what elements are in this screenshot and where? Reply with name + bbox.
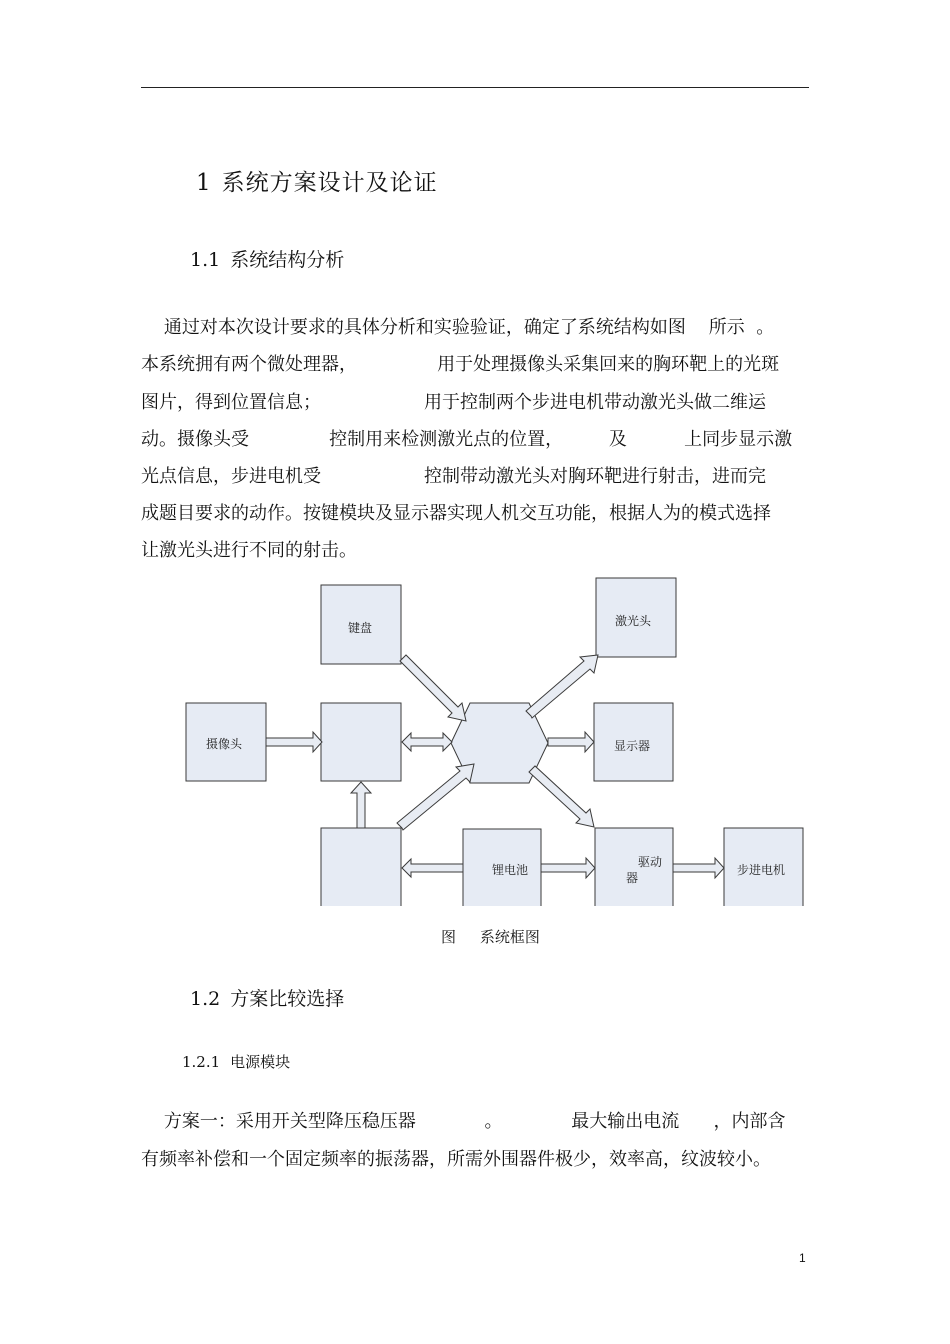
paragraph-line: 通过对本次设计要求的具体分析和实验验证，确定了系统结构如图 所示 。 — [141, 317, 775, 338]
arrow-keyboard-to-hub — [400, 655, 466, 721]
processor-2-block — [321, 828, 401, 912]
section-heading-1-2: 1.2 方案比较选择 — [190, 988, 345, 1010]
laser-head-label: 激光头 — [615, 614, 652, 628]
paragraph-line: 成题目要求的动作。按键模块及显示器实现人机交互功能，根据人为的模式选择 — [141, 503, 771, 524]
section-heading-1: 1 系统方案设计及论证 — [196, 170, 438, 196]
display-label: 显示器 — [614, 739, 651, 753]
processor-1-block — [321, 703, 401, 781]
arrow-battery-to-driver — [541, 858, 595, 878]
section-heading-1-2-1: 1.2.1 电源模块 — [182, 1053, 291, 1071]
paragraph-line: 让激光头进行不同的射击。 — [141, 540, 357, 561]
arrow-processor2-to-hub — [397, 764, 474, 830]
arrow-driver-to-stepper — [673, 858, 724, 878]
paragraph-line: 本系统拥有两个微处理器， 用于处理摄像头采集回来的胸环靶上的光斑 — [141, 354, 780, 375]
stepper-motor-label: 步进电机 — [737, 863, 786, 877]
arrow-processor2-to-processor1 — [351, 782, 371, 828]
section-heading-1-1: 1.1 系统结构分析 — [190, 249, 345, 271]
page-number: 1 — [799, 1251, 806, 1265]
driver-label-line1: 驱动 — [638, 855, 663, 869]
header-rule — [141, 87, 809, 88]
figure-caption: 图 系统框图 — [441, 928, 540, 946]
keyboard-label: 键盘 — [348, 621, 373, 635]
arrow-hub-to-laser-head — [526, 655, 598, 718]
arrow-hub-to-display — [548, 732, 594, 752]
arrow-hub-to-driver — [529, 766, 594, 827]
paragraph-line: 有频率补偿和一个固定频率的振荡器，所需外围器件极少，效率高，纹波较小。 — [141, 1149, 771, 1170]
driver-label-line2: 器 — [626, 871, 639, 885]
driver-block — [595, 828, 673, 912]
system-block-diagram — [180, 572, 810, 912]
arrow-camera-to-processor — [266, 732, 322, 752]
battery-label: 锂电池 — [492, 863, 529, 877]
arrow-processor-hub-bidirectional — [402, 733, 452, 751]
paragraph-line: 光点信息，步进电机受 控制带动激光头对胸环靶进行射击，进而完 — [141, 466, 766, 487]
camera-label: 摄像头 — [206, 737, 243, 751]
paragraph-line: 动。摄像头受 控制用来检测激光点的位置， 及 上同步显示激 — [141, 429, 793, 450]
paragraph-line: 方案一：采用开关型降压稳压器 。 最大输出电流 ，内部含 — [141, 1111, 786, 1132]
arrow-battery-to-processor2 — [402, 859, 463, 877]
paragraph-line: 图片，得到位置信息； 用于控制两个步进电机带动激光头做二维运 — [141, 392, 766, 413]
